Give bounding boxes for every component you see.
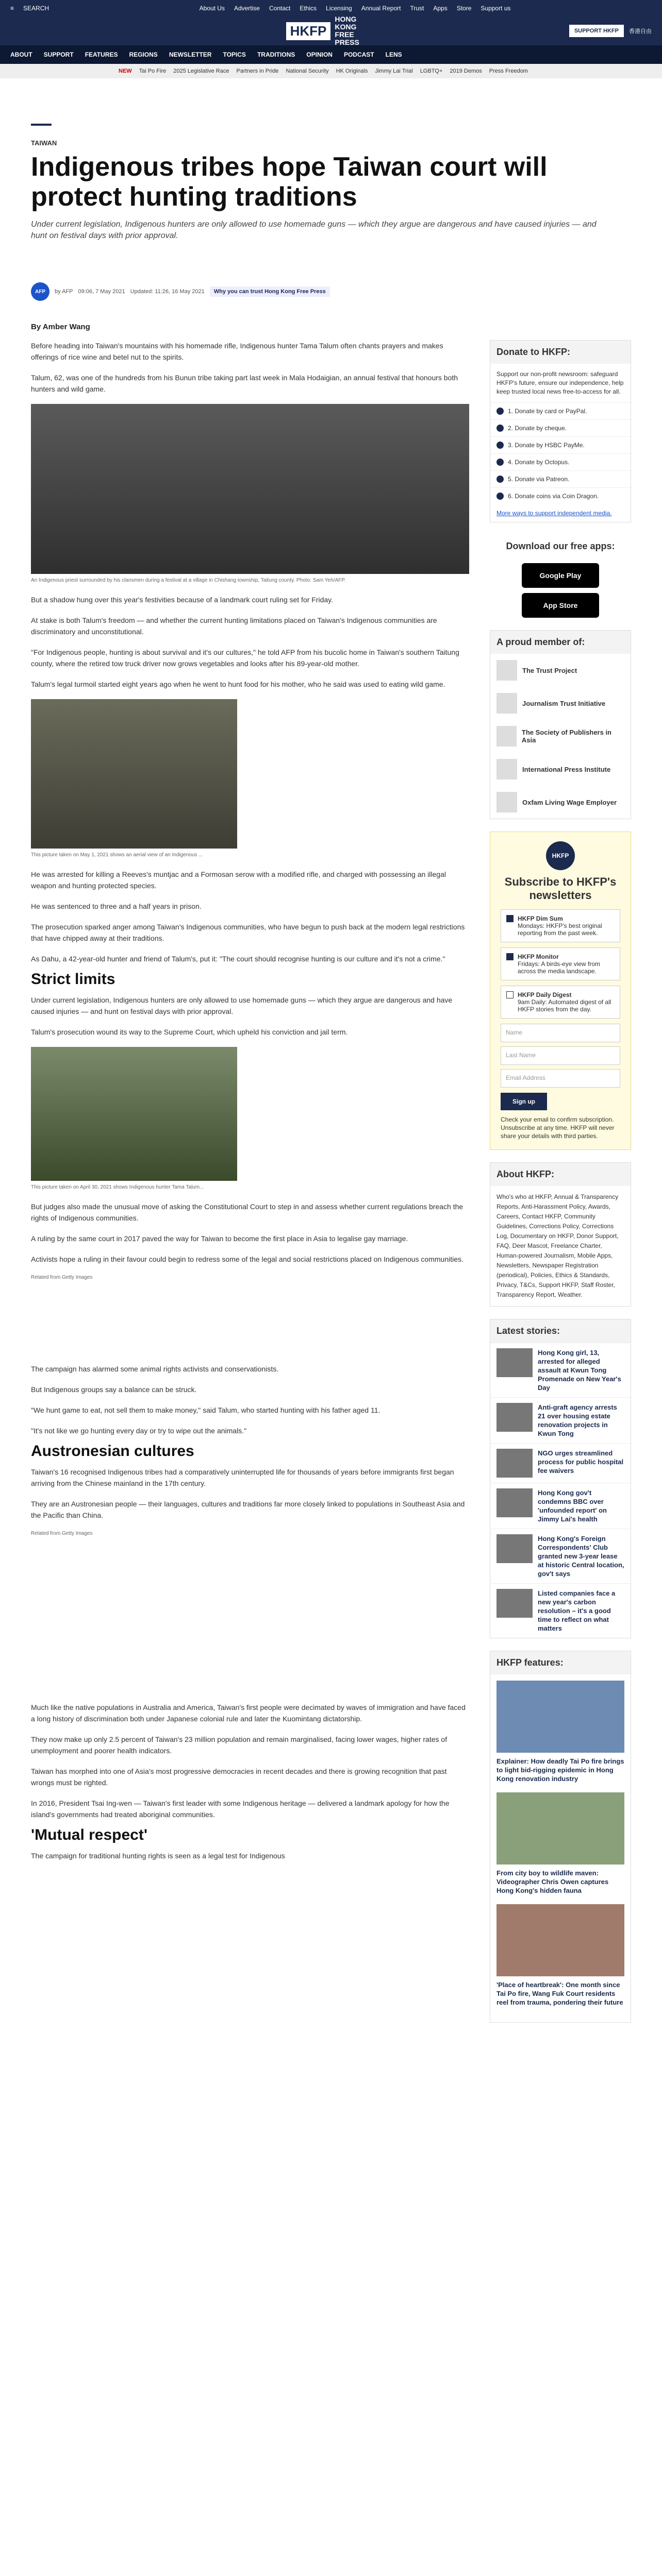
site-logo[interactable] [286, 15, 376, 46]
paragraph: Talum's prosecution wound its way to the Supreme Court, which upheld his conviction and jail term. [31, 1028, 348, 1036]
accent-bar [31, 124, 52, 126]
ipi-icon [496, 759, 517, 779]
main-nav [0, 45, 662, 64]
article-meta [31, 282, 330, 301]
paragraph: Taiwan has morphed into one of Asia's most progressive democracies in recent decades and there is growing recognition that past wrongs must be righted. [31, 1767, 447, 1787]
paragraph: As Dahu, a 42-year-old hunter and friend of Talum's, put it: "The court should recognise hunting is our culture and it's not a crime." [31, 955, 445, 963]
paragraph: Much like the native populations in Australia and America, Taiwan's first people were decimated by waves of immigration and have faced a long history of discrimination both under Japanese colonial rule and later the Kuomintang dictatorship. [31, 1703, 466, 1723]
category-label[interactable]: TAIWAN [31, 139, 57, 147]
top-link[interactable]: Advertise [234, 5, 260, 12]
feature-headline[interactable]: Explainer: How deadly Tai Po fire brings to light bid-rigging epidemic in Hong Kong renovation industry [496, 1757, 624, 1783]
trending-item[interactable]: Partners in Pride [236, 68, 279, 74]
trending-bar [0, 64, 662, 78]
list-item[interactable]: Hong Kong girl, 13, arrested for alleged assault at Kwun Tong Promenade on New Year's Day [490, 1343, 631, 1397]
list-item[interactable]: NGO urges streamlined process for public hospital fee waivers [490, 1443, 631, 1483]
feature-image[interactable] [496, 1792, 624, 1865]
logo-name: HONG KONG FREE PRESS [335, 15, 359, 46]
apps-title: Download our free apps: [506, 541, 615, 551]
paragraph: They are an Austronesian people — their languages, cultures and traditions far more closely linked to populations in Southeast Asia and the Pacific than China. [31, 1500, 465, 1519]
feature-image[interactable] [496, 1904, 624, 1976]
paragraph: "We hunt game to eat, not sell them to make money," said Talum, who started hunting with his father aged 11. [31, 1406, 380, 1414]
about-links[interactable]: Who's who at HKFP, Annual & Transparency Reports, Anti-Harassment Policy, Awards, Careers, Contact HKFP, Community Guidelines, Corrections Policy, Corrections Log, Documentary on HKFP, Donor Support, FAQ, Deer Mascot, Freelance Charter, Human-powered Journalism, Mobile Apps, Newsletters, Newspaper Registration (periodical), Policies, Ethics & Standards, Privacy, T&Cs, Support HKFP, Staff Roster, Transparency Report, Weather. [496, 1193, 619, 1298]
article-header [31, 124, 629, 242]
paragraph: A ruling by the same court in 2017 paved the way for Taiwan to become the first place in Asia to legalise gay marriage. [31, 1234, 408, 1243]
feature-image[interactable] [496, 1681, 624, 1753]
newsletter-option[interactable]: HKFP Dim Sum Mondays: HKFP's best original reporting from the past week. [501, 909, 620, 942]
about-title: About HKFP: [490, 1163, 631, 1186]
paragraph: But Indigenous groups say a balance can be struck. [31, 1385, 197, 1394]
avatar: AFP [31, 282, 49, 301]
thumbnail [496, 1449, 533, 1478]
trending-label: NEW [119, 68, 132, 74]
members-title: A proud member of: [490, 631, 631, 654]
paragraph: "For Indigenous people, hunting is about survival and it's our cultures," he told AFP from his bucolic home in Taiwan's southern Taitung county, where the retired tow truck driver now grows vegetables and looks after his 89-year-old mother. [31, 648, 459, 668]
donate-option[interactable]: 3. Donate by HSBC PayMe. [490, 436, 631, 453]
thumbnail [496, 1589, 533, 1618]
donate-more-link[interactable]: More ways to support independent media. [496, 510, 612, 517]
nav-item[interactable]: TOPICS [223, 51, 246, 58]
paragraph: He was sentenced to three and a half years in prison. [31, 902, 202, 910]
paragraph: The prosecution sparked anger among Taiwan's Indigenous communities, who have begun to push back at the modern legal restrictions that have chipped away at their traditions. [31, 923, 465, 942]
trending-item[interactable]: 2019 Demos [450, 68, 482, 74]
nav-item[interactable]: PODCAST [343, 51, 374, 58]
thumbnail [496, 1534, 533, 1563]
article-title: Indigenous tribes hope Taiwan court will protect hunting traditions [31, 152, 548, 212]
nav-item[interactable]: SUPPORT [43, 51, 74, 58]
paragraph: Before heading into Taiwan's mountains with his homemade rifle, Indigenous hunter Tama Talum often chants prayers and makes offerings of rice wine and betel nut to the spirits. [31, 342, 443, 361]
logo-mark: HKFP [286, 22, 331, 40]
nav-item[interactable]: ABOUT [10, 51, 32, 58]
coin-icon [496, 493, 504, 500]
search-link[interactable]: SEARCH [23, 5, 49, 12]
support-button[interactable]: SUPPORT HKFP [569, 25, 624, 37]
members-box [490, 630, 631, 819]
about-box [490, 1162, 631, 1307]
thumbnail [496, 1403, 533, 1432]
paragraph: Talum, 62, was one of the hundreds from his Bunun tribe taking part last week in Mala Hodaigian, an annual festival that honours both hunters and wild game. [31, 374, 458, 393]
top-link[interactable]: Support us [481, 5, 511, 12]
last-name-field[interactable]: Last Name [501, 1046, 620, 1065]
top-link[interactable]: Licensing [326, 5, 352, 12]
related-label: Related from Getty Images [31, 1531, 93, 1536]
donate-title: Donate to HKFP: [490, 341, 631, 364]
features-title: HKFP features: [490, 1651, 631, 1674]
top-link[interactable]: Trust [410, 5, 424, 12]
trust-project-icon [496, 660, 517, 681]
list-item[interactable]: Hong Kong's Foreign Correspondents' Club granted new 3-year lease at historic Central location, gov't says [490, 1529, 631, 1583]
app-store-button[interactable]: App Store [522, 593, 599, 618]
paragraph: The campaign has alarmed some animal rights activists and conservationists. [31, 1365, 279, 1373]
paragraph: He was arrested for killing a Reeves's muntjac and a Formosan serow with a modified rifle, and charged with possessing an illegal weapon and hunting protected species. [31, 870, 446, 890]
paragraph: At stake is both Talum's freedom — and whether the current hunting limitations placed on Taiwan's Indigenous communities are discriminatory and unconstitutional. [31, 616, 437, 636]
sidebar [490, 340, 631, 2035]
checkbox[interactable] [506, 953, 514, 960]
article-lede: Under current legislation, Indigenous hunters are only allowed to use homemade guns — which they argue are dangerous and have caused injuries — and hunt on festival days with prior approval. [31, 220, 597, 240]
donate-box [490, 340, 631, 522]
donate-intro[interactable]: Support our non-profit newsroom: safeguard HKFP's future, ensure our independence, help keep trusted local news free-to-access for all. [496, 370, 624, 395]
trending-item[interactable]: LGBTQ+ [420, 68, 443, 74]
paragraph: In 2016, President Tsai Ing-wen — Taiwan's first leader with some Indigenous heritage — delivered a landmark apology for how the island's governments had treated aboriginal communities. [31, 1799, 450, 1819]
member-logo[interactable]: Journalism Trust Initiative [490, 687, 631, 720]
top-link[interactable]: About Us [199, 5, 225, 12]
trust-badge[interactable]: Why you can trust Hong Kong Free Press [210, 286, 330, 297]
name-field[interactable]: Name [501, 1024, 620, 1042]
nav-item[interactable]: OPINION [306, 51, 333, 58]
newsletter-option[interactable]: HKFP Monitor Fridays: A birds-eye view from across the media landscape. [501, 947, 620, 980]
trending-item[interactable]: Press Freedom [489, 68, 528, 74]
list-item[interactable]: Anti-graft agency arrests 21 over housing estate renovation projects in Kwun Tong [490, 1397, 631, 1443]
apps-box [490, 535, 631, 618]
paragraph: The campaign for traditional hunting rights is seen as a legal test for Indigenous [31, 1852, 285, 1860]
signup-button[interactable]: Sign up [501, 1093, 547, 1110]
checkbox[interactable] [506, 915, 514, 922]
top-link[interactable]: Ethics [300, 5, 317, 12]
hunter-photo [31, 1047, 237, 1181]
top-bar [0, 0, 662, 16]
google-play-button[interactable]: Google Play [522, 563, 599, 588]
photo-caption: An Indigenous priest surrounded by his clansmen during a festival at a village in Chishang township, Taitung county. Photo: Sam Yeh/AFP. [31, 578, 346, 583]
photo-caption: This picture taken on May 1, 2021 shows an aerial view of an Indigenous ... [31, 852, 203, 858]
latest-title: Latest stories: [490, 1319, 631, 1343]
author-name: By Amber Wang [31, 323, 90, 331]
sopa-icon [496, 726, 517, 747]
paragraph: "It's not like we go hunting every day or try to wipe out the animals." [31, 1427, 247, 1435]
nav-item[interactable]: NEWSLETTER [169, 51, 212, 58]
donate-option[interactable]: 6. Donate coins via Coin Dragon. [490, 487, 631, 504]
paragraph: Under current legislation, Indigenous hunters are only allowed to use homemade guns — which they argue are dangerous and have caused injuries — and hunt on festival days with prior approval. [31, 996, 453, 1015]
byline[interactable]: by AFP [55, 289, 73, 295]
octopus-icon [496, 459, 504, 466]
chinese-link[interactable]: 香港自由 [629, 28, 652, 35]
card-icon [496, 408, 504, 415]
newsletter-note: Check your email to confirm subscription. Unsubscribe at any time. HKFP will never share your details with third parties. [501, 1116, 615, 1140]
related-label: Related from Getty Images [31, 1275, 93, 1280]
photo-caption: This picture taken on April 30, 2021 shows Indigenous hunter Tama Talum... [31, 1184, 204, 1190]
nav-item[interactable]: FEATURES [85, 51, 118, 58]
top-link[interactable]: Annual Report [361, 5, 401, 12]
newsletter-option[interactable]: HKFP Daily Digest 9am Daily: Automated digest of all HKFP stories from the day. [501, 986, 620, 1019]
paragraph: But a shadow hung over this year's festivities because of a landmark court ruling set for Friday. [31, 596, 334, 604]
trending-item[interactable]: National Security [286, 68, 329, 74]
paragraph: But judges also made the unusual move of asking the Constitutional Court to step in and assess whether current regulations breach the rights of Indigenous communities. [31, 1202, 464, 1222]
member-logo[interactable]: The Trust Project [490, 654, 631, 687]
nav-item[interactable]: TRADITIONS [257, 51, 295, 58]
section-heading: Strict limits [31, 971, 115, 988]
aerial-photo [31, 699, 237, 849]
section-heading: Austronesian cultures [31, 1443, 194, 1460]
brand-header [0, 16, 662, 45]
paragraph: Activists hope a ruling in their favour could begin to redress some of the legal and social restrictions placed on Indigenous communities. [31, 1255, 464, 1263]
latest-box [490, 1319, 631, 1638]
feature-headline[interactable]: 'Place of heartbreak': One month since Tai Po fire, Wang Fuk Court residents reel from trauma, pondering their future [496, 1981, 623, 2006]
payme-icon [496, 442, 504, 449]
patreon-icon [496, 476, 504, 483]
jti-icon [496, 693, 517, 714]
top-link[interactable]: Contact [269, 5, 291, 12]
nav-item[interactable]: LENS [385, 51, 402, 58]
thumbnail [496, 1348, 533, 1377]
hkfp-badge: HKFP [546, 841, 575, 870]
donate-option[interactable]: 5. Donate via Patreon. [490, 470, 631, 487]
thumbnail [496, 1488, 533, 1517]
updated-date: Updated: 11:26, 16 May 2021 [130, 289, 205, 295]
paragraph: Taiwan's 16 recognised Indigenous tribes had a comparatively uninterrupted life for thousands of years before immigrants first began arriving from the Chinese mainland in the 17th century. [31, 1468, 454, 1487]
festival-photo [31, 404, 469, 574]
member-logo[interactable]: International Press Institute [490, 753, 631, 786]
related-space [31, 1291, 469, 1363]
related-space [31, 1547, 469, 1702]
trending-item[interactable]: Jimmy Lai Trial [375, 68, 413, 74]
donate-option[interactable]: 2. Donate by cheque. [490, 419, 631, 436]
feature-headline[interactable]: From city boy to wildlife maven: Videographer Chris Owen captures Hong Kong's hidden fauna [496, 1869, 609, 1894]
publish-date: 09:06, 7 May 2021 [78, 289, 125, 295]
member-logo[interactable]: Oxfam Living Wage Employer [490, 786, 631, 819]
list-item[interactable]: Hong Kong gov't condemns BBC over 'unfounded report' on Jimmy Lai's health [490, 1483, 631, 1529]
article-body [31, 340, 469, 1871]
section-heading: 'Mutual respect' [31, 1826, 147, 1843]
member-logo[interactable]: The Society of Publishers in Asia [490, 720, 631, 753]
checkbox[interactable] [506, 991, 514, 998]
trending-item[interactable]: Tai Po Fire [139, 68, 167, 74]
donate-option[interactable]: 4. Donate by Octopus. [490, 453, 631, 470]
paragraph: They now make up only 2.5 percent of Taiwan's 23 million population and remain marginalised, facing lower wages, higher rates of unemployment and poorer health indicators. [31, 1735, 448, 1755]
newsletter-title: Subscribe to HKFP's newsletters [504, 875, 617, 902]
features-box [490, 1651, 631, 2023]
trending-item[interactable]: HK Originals [336, 68, 368, 74]
email-field[interactable]: Email Address [501, 1069, 620, 1088]
top-link[interactable]: Store [456, 5, 472, 12]
cheque-icon [496, 425, 504, 432]
oxfam-icon [496, 792, 517, 812]
donate-option[interactable]: 1. Donate by card or PayPal. [490, 402, 631, 419]
paragraph: Talum's legal turmoil started eight years ago when he went to hunt food for his mother, who he said was used to eating wild game. [31, 680, 445, 688]
list-item[interactable]: Listed companies face a new year's carbon resolution – it's a good time to reflect on what matters [490, 1583, 631, 1638]
nav-item[interactable]: REGIONS [129, 51, 158, 58]
trending-item[interactable]: 2025 Legislative Race [173, 68, 229, 74]
top-link[interactable]: Apps [433, 5, 448, 12]
menu-icon[interactable]: ≡ [10, 5, 14, 12]
newsletter-box [490, 832, 631, 1150]
